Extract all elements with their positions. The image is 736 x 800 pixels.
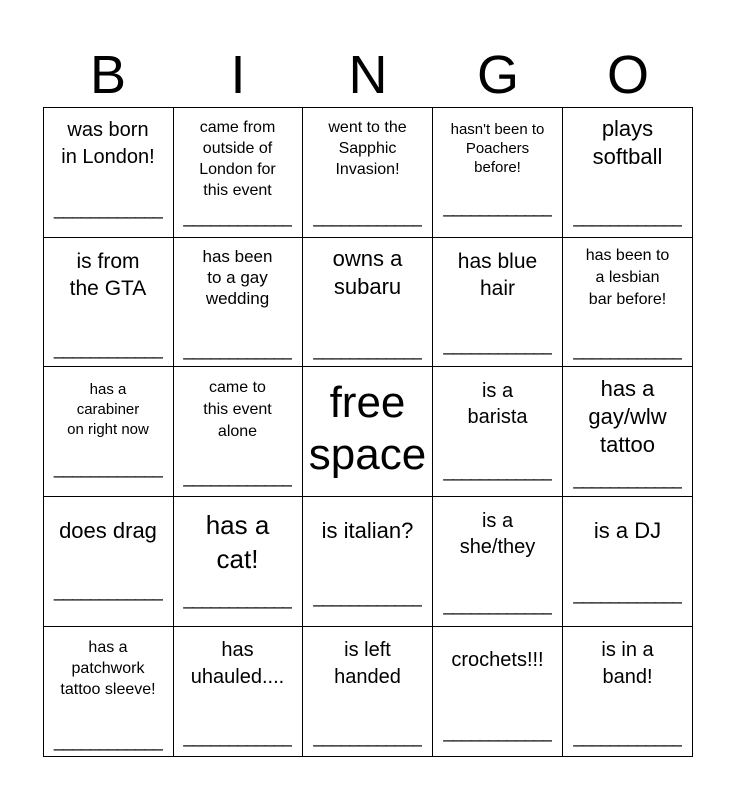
signature-line[interactable]: ____________ [573,584,682,604]
cell-prompt: is a DJ [593,518,662,543]
bingo-cell[interactable] [433,497,563,627]
signature-line[interactable]: ____________ [573,469,682,489]
bingo-cell[interactable] [433,367,563,497]
signature-line[interactable]: ____________ [313,340,422,360]
signature-line[interactable]: ____________ [313,727,422,747]
bingo-cell[interactable] [173,107,303,238]
cell-prompt: is from the GTA [69,250,147,300]
signature-line[interactable]: ____________ [443,595,552,615]
signature-line[interactable]: ____________ [53,731,163,751]
cell-prompt: crochets!!! [451,649,544,671]
bingo-cell[interactable] [563,497,693,627]
cell-prompt: is in a band! [601,639,654,688]
signature-line[interactable]: ____________ [53,458,163,478]
bingo-cell[interactable] [563,627,693,757]
bingo-grid [43,107,693,757]
signature-line[interactable]: ____________ [443,461,552,481]
signature-line[interactable]: ____________ [53,199,163,219]
signature-line[interactable]: ____________ [183,340,292,360]
signature-line[interactable]: ____________ [573,340,682,360]
cell-prompt: has been to a lesbian bar before! [585,247,670,308]
header-letter-n: N [348,45,388,105]
cell-prompt: owns a subaru [332,246,403,299]
cell-prompt: is a barista [467,380,528,428]
bingo-header [43,42,693,108]
signature-line[interactable]: ____________ [183,207,292,227]
bingo-cell[interactable] [173,237,303,367]
header-letter-o: O [606,45,649,105]
signature-line[interactable]: ____________ [573,727,682,747]
cell-prompt: has been to a gay wedding [202,247,273,308]
signature-line[interactable]: ____________ [573,207,682,227]
header-letter-i: I [230,45,246,105]
bingo-cell[interactable] [43,107,174,238]
cell-prompt: has a carabiner on right now [67,381,149,438]
bingo-cell[interactable] [173,627,303,757]
cell-prompt: does drag [59,518,157,543]
cell-prompt: has a cat! [205,510,270,574]
bingo-cell[interactable] [563,107,693,238]
signature-line[interactable]: ____________ [53,339,163,359]
header-letter-b: B [89,45,127,105]
cell-prompt: went to the Sapphic Invasion! [328,119,407,178]
cell-prompt: is a she/they [459,510,536,558]
signature-line[interactable]: ____________ [53,581,163,601]
cell-prompt: was born in London! [61,119,155,168]
bingo-cell[interactable] [303,627,433,757]
cell-prompt: free space [308,378,427,479]
signature-line[interactable]: ____________ [313,207,422,227]
bingo-cell[interactable] [43,367,174,497]
signature-line[interactable]: ____________ [443,197,552,217]
bingo-cell[interactable] [303,497,433,627]
cell-prompt: came to this event alone [203,379,272,440]
cell-prompt: hasn't been to Poachers before! [450,121,545,176]
cell-prompt: has a gay/wlw tattoo [588,376,667,457]
bingo-cell[interactable] [433,237,563,367]
cell-prompt: has a patchwork tattoo sleeve! [60,639,156,698]
bingo-cell[interactable] [43,497,174,627]
signature-line[interactable]: ____________ [183,467,292,487]
cell-prompt: has blue hair [457,250,538,300]
bingo-cell[interactable] [433,627,563,757]
bingo-cell[interactable] [303,367,433,497]
cell-prompt: is left handed [334,639,401,688]
bingo-cell[interactable] [303,237,433,367]
bingo-cell[interactable] [303,107,433,238]
header-letter-g: G [476,45,519,105]
signature-line[interactable]: ____________ [183,727,292,747]
bingo-cell[interactable] [173,497,303,627]
signature-line[interactable]: ____________ [443,335,552,355]
bingo-cell[interactable] [43,237,174,367]
bingo-cell[interactable] [173,367,303,497]
cell-prompt: plays softball [592,116,663,169]
bingo-cell[interactable] [563,237,693,367]
cell-prompt: has uhauled.... [190,639,285,688]
signature-line[interactable]: ____________ [183,589,292,609]
bingo-cell[interactable] [433,107,563,238]
signature-line[interactable]: ____________ [313,587,422,607]
signature-line[interactable]: ____________ [443,722,552,742]
cell-prompt: came from outside of London for this event [199,119,276,199]
bingo-cell[interactable] [563,367,693,497]
cell-prompt: is italian? [321,518,414,543]
bingo-cell[interactable] [43,627,174,757]
